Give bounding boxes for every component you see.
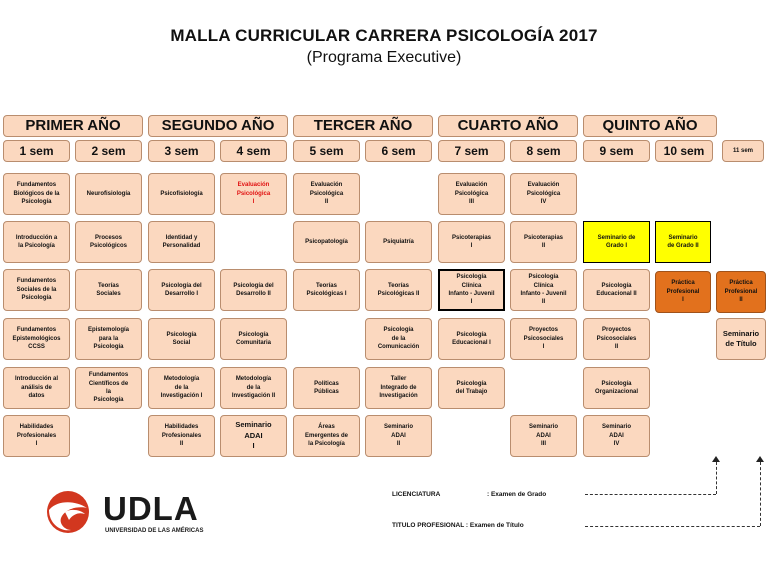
course-seminario-adai-2: Seminario ADAI II [365, 415, 432, 457]
course-fundamentos-biologicos: Fundamentos Biológicos de la Psicología [3, 173, 70, 215]
legend-titulo: TITULO PROFESIONAL : Examen de Título [392, 522, 524, 529]
course-metodologia-2: Metodología de la Investigación II [220, 367, 287, 409]
course-proyectos-psicosociales-1: Proyectos Psicosociales I [510, 318, 577, 360]
course-metodologia-1: Metodología de la Investigación I [148, 367, 215, 409]
course-identidad-personalidad: Identidad y Personalidad [148, 221, 215, 263]
licenciatura-arrow-icon [712, 456, 720, 462]
course-seminario-adai-1: Seminario ADAI I [220, 415, 287, 457]
year-4-header: CUARTO AÑO [438, 115, 578, 137]
titulo-arrow-icon [756, 456, 764, 462]
course-psicofisiologia: Psicofisiología [148, 173, 215, 215]
course-desarrollo-1: Psicología del Desarrollo I [148, 269, 215, 311]
semester-4-header: 4 sem [220, 140, 287, 162]
course-neurofisiologia: Neurofisiología [75, 173, 142, 215]
course-evaluacion-3: Evaluación Psicológica III [438, 173, 505, 215]
course-fundamentos-epistemologicos: Fundamentos Epistemológicos CCSS [3, 318, 70, 360]
udla-wordmark: UDLA [103, 490, 199, 527]
course-procesos-psicologicos: Procesos Psicológicos [75, 221, 142, 263]
titulo-connector-vertical [760, 462, 761, 526]
year-2-header: SEGUNDO AÑO [148, 115, 288, 137]
course-desarrollo-2: Psicología del Desarrollo II [220, 269, 287, 311]
course-psicologia-social: Psicología Social [148, 318, 215, 360]
course-clinica-infanto-1: Psicología Clínica Infanto - Juvenil I [438, 269, 505, 311]
course-psicologia-comunitaria: Psicología Comunitaria [220, 318, 287, 360]
course-introduccion-psicologia: Introducción a la Psicología [3, 221, 70, 263]
course-epistemologia-psicologia: Epistemología para la Psicología [75, 318, 142, 360]
udla-tagline: UNIVERSIDAD DE LAS AMÉRICAS [105, 528, 204, 534]
udla-logo [35, 490, 210, 540]
semester-11-header: 11 sem [722, 140, 764, 162]
page-title: MALLA CURRICULAR CARRERA PSICOLOGÍA 2017 [170, 26, 598, 45]
course-psicologia-comunicacion: Psicología de la Comunicación [365, 318, 432, 360]
course-psicoterapias-2: Psicoterapias II [510, 221, 577, 263]
course-psiquiatria: Psiquiatría [365, 221, 432, 263]
course-psicopatologia: Psicopatología [293, 221, 360, 263]
semester-10-header: 10 sem [655, 140, 713, 162]
course-teorias-psicologicas-1: Teorías Psicológicas I [293, 269, 360, 311]
course-seminario-adai-4: Seminario ADAI IV [583, 415, 650, 457]
course-teorias-sociales: Teorías Sociales [75, 269, 142, 311]
course-psicologia-organizacional: Psicología Organizacional [583, 367, 650, 409]
semester-2-header: 2 sem [75, 140, 142, 162]
course-seminario-adai-3: Seminario ADAI III [510, 415, 577, 457]
legend-licenciatura: LICENCIATURA [392, 491, 441, 498]
course-fundamentos-cientificos: Fundamentos Científicos de la Psicología [75, 367, 142, 409]
course-seminario-titulo: Seminario de Título [716, 318, 766, 360]
course-seminario-grado-2: Seminario de Grado II [655, 221, 711, 263]
course-seminario-grado-1: Seminario de Grado I [583, 221, 650, 263]
course-educacional-2: Psicología Educacional II [583, 269, 650, 311]
titulo-connector [585, 526, 760, 527]
course-clinica-infanto-2: Psicología Clínica Infanto - Juvenil II [510, 269, 577, 311]
course-habilidades-profesionales-2: Habilidades Profesionales II [148, 415, 215, 457]
course-psicoterapias-1: Psicoterapias I [438, 221, 505, 263]
year-5-header: QUINTO AÑO [583, 115, 717, 137]
course-teorias-psicologicas-2: Teorías Psicológicas II [365, 269, 432, 311]
course-educacional-1: Psicología Educacional I [438, 318, 505, 360]
course-evaluacion-2: Evaluación Psicológica II [293, 173, 360, 215]
legend-licenciatura-value: : Examen de Grado [487, 491, 547, 498]
course-taller-integrado: Taller Integrado de Investigación [365, 367, 432, 409]
course-areas-emergentes: Áreas Emergentes de la Psicología [293, 415, 360, 457]
course-psicologia-trabajo: Psicología del Trabajo [438, 367, 505, 409]
semester-5-header: 5 sem [293, 140, 360, 162]
course-analisis-datos: Introducción al análisis de datos [3, 367, 70, 409]
course-politicas-publicas: Políticas Públicas [293, 367, 360, 409]
course-proyectos-psicosociales-2: Proyectos Psicosociales II [583, 318, 650, 360]
course-practica-profesional-2: Práctica Profesional II [716, 271, 766, 313]
semester-3-header: 3 sem [148, 140, 215, 162]
course-practica-profesional-1: Práctica Profesional I [655, 271, 711, 313]
semester-7-header: 7 sem [438, 140, 505, 162]
page-subtitle: (Programa Executive) [306, 49, 462, 66]
semester-1-header: 1 sem [3, 140, 70, 162]
year-3-header: TERCER AÑO [293, 115, 433, 137]
course-evaluacion-4: Evaluación Psicológica IV [510, 173, 577, 215]
semester-8-header: 8 sem [510, 140, 577, 162]
year-1-header: PRIMER AÑO [3, 115, 143, 137]
semester-9-header: 9 sem [583, 140, 650, 162]
course-fundamentos-sociales: Fundamentos Sociales de la Psicología [3, 269, 70, 311]
semester-6-header: 6 sem [365, 140, 432, 162]
licenciatura-connector [585, 494, 716, 495]
course-evaluacion-1: Evaluación Psicológica I [220, 173, 287, 215]
licenciatura-connector-vertical [716, 462, 717, 494]
course-habilidades-profesionales-1: Habilidades Profesionales I [3, 415, 70, 457]
